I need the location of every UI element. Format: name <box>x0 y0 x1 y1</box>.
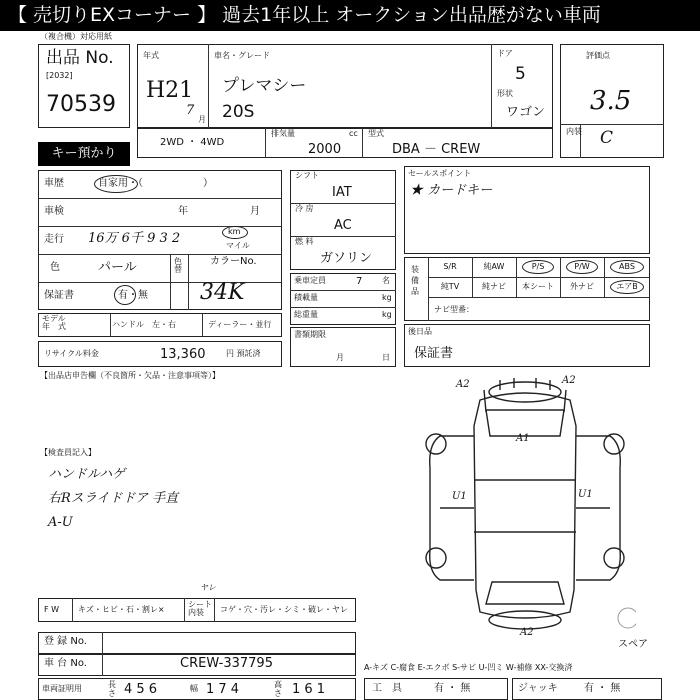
nav-label: ナビ型番： <box>434 305 474 314</box>
score-label: 評価点 <box>586 51 610 60</box>
equip-navi: 純ナビ <box>482 282 506 291</box>
color: パール <box>98 260 137 275</box>
displacement: 2000 <box>308 142 342 157</box>
damage-mark-2: A2 <box>562 375 576 386</box>
equip-abs: ABS <box>619 262 635 271</box>
model-code: DBA － CREW <box>392 142 481 157</box>
spare-label: スペア <box>618 639 648 650</box>
tools-value: 有 ・ 無 <box>434 683 471 694</box>
height-label: 高さ <box>274 680 282 698</box>
width-label: 幅 <box>190 684 198 693</box>
banner: 【 売切りEXコーナー 】 過去1年以上 オークション出品歴がない車両 <box>0 0 700 31</box>
tools-label: 工 具 <box>372 683 402 694</box>
drive: 2WD ・ 4WD <box>160 137 225 148</box>
cc-unit: cc <box>349 129 358 138</box>
sales-point: ★ カードキー <box>410 183 493 198</box>
sales-box <box>404 166 650 254</box>
grade: 20S <box>222 102 255 122</box>
displacement-label: 排気量 <box>271 129 295 138</box>
lot-number: 70539 <box>46 92 116 117</box>
recycle-unit: 円 預託済 <box>226 349 261 358</box>
damage-legend: A-キズ C-腐食 E-エクボ S-サビ U-凹ミ W-補修 XX-交換済 <box>364 663 573 672</box>
type-label: 型式 <box>368 129 384 138</box>
interior-label: 内装 <box>566 127 582 136</box>
model-label: 車名・グレード <box>214 51 270 60</box>
ac-label: 冷 房 <box>295 204 314 213</box>
inspector-line-1: ハンドルハゲ <box>48 467 126 482</box>
form-type: （複合機）対応用紙 <box>40 32 112 41</box>
equip-ext-navi: 外ナビ <box>570 282 594 291</box>
equip-sr: S/R <box>443 262 457 271</box>
key-label: キー預かり <box>38 142 130 166</box>
fuel-label: 燃 料 <box>295 237 314 246</box>
history-label: 車歴 <box>44 178 64 189</box>
warranty-value: 有・無 <box>118 290 148 301</box>
car-diagram <box>414 372 636 640</box>
mileage-label: 走行 <box>44 234 64 245</box>
damage-mark-4: U1 <box>452 491 467 502</box>
month-value: 7 <box>186 103 195 118</box>
sales-label: セールスポイント <box>408 169 472 178</box>
warranty-after: 保証書 <box>414 346 454 361</box>
km-unit: km <box>228 227 241 236</box>
interior-text: コゲ・穴・汚レ・シミ・破レ・ヤレ <box>220 605 348 614</box>
warranty-label: 保証書 <box>44 290 74 301</box>
mileage: 16万 6千 9 3 2 <box>88 231 181 246</box>
year-value: H21 <box>146 78 194 103</box>
lot-small: [2032] <box>46 71 73 80</box>
color-no-label: カラーNo. <box>210 256 257 267</box>
fw-text: キズ・ヒビ・石・割レ× <box>78 605 165 614</box>
shape: ワゴン <box>506 105 546 120</box>
chassis-label: 車 台 No. <box>44 658 87 669</box>
color-number: 34K <box>200 280 245 305</box>
length-label: 長さ <box>108 680 116 698</box>
inspection-month-unit: 月 <box>250 206 260 217</box>
inspection-year-unit: 年 <box>178 206 188 217</box>
history-value: 自家用・（ ） <box>98 178 213 189</box>
certificate-label: 車両証明用 <box>42 684 82 693</box>
width-digits: 1 7 4 <box>206 682 240 697</box>
inspector-line-3: A-U <box>48 515 73 530</box>
inspector-label: 【検査員記入】 <box>40 448 96 457</box>
inspector-line-2: 右Rスライドドア 手直 <box>48 491 179 506</box>
color-change: 色替 <box>174 257 182 274</box>
capacity-unit: 名 <box>382 276 390 285</box>
ac: AC <box>334 218 352 233</box>
door-label: ドア <box>497 49 513 58</box>
docs-month: 月 <box>336 353 344 362</box>
equipment-label: 装 備 品 <box>411 265 419 297</box>
jack-label: ジャッキ <box>518 683 558 694</box>
option-label: 後日品 <box>408 327 432 336</box>
color-label: 色 <box>50 262 60 273</box>
fuel: ガソリン <box>320 251 373 266</box>
docs-day: 日 <box>382 353 390 362</box>
capacity: 7 <box>356 276 363 287</box>
damage-mark-1: A2 <box>456 379 470 390</box>
equip-pw: P/W <box>574 262 590 271</box>
dealer: ディーラー・並行 <box>208 320 272 329</box>
damage-mark-3: A1 <box>516 433 530 444</box>
docs-label: 書類期限 <box>294 330 326 339</box>
weight-unit: kg <box>382 310 392 319</box>
year-label: 年式 <box>143 51 159 60</box>
fw-label: F W <box>44 605 60 614</box>
registration-label: 登 録 No. <box>44 636 87 647</box>
model-name: プレマシー <box>222 76 307 96</box>
shape-label: 形状 <box>497 89 513 98</box>
notes-label: 【出品店申告欄（不良箇所・欠品・注意事項等）】 <box>40 371 220 380</box>
inspection-label: 車検 <box>44 206 64 217</box>
lot-label: 出品 No. <box>46 48 114 68</box>
handle: ハンドル 左・右 <box>112 320 176 329</box>
length-digits: 4 5 6 <box>124 682 158 697</box>
interior-note: ヤレ <box>200 583 216 592</box>
interior-grade: C <box>600 128 614 148</box>
load-label: 積載量 <box>294 293 318 302</box>
capacity-label: 乗車定員 <box>294 276 326 285</box>
recycle-label: リサイクル料金 <box>44 349 99 358</box>
month-unit: 月 <box>198 115 206 124</box>
doors: 5 <box>515 64 526 84</box>
chassis-number: CREW-337795 <box>180 656 273 671</box>
damage-mark-6: A2 <box>520 627 534 638</box>
shift-label: シフト <box>295 171 319 180</box>
recycle-fee: 13,360 <box>160 347 206 362</box>
equip-aw: 純AW <box>483 262 505 271</box>
equip-tv: 純TV <box>440 282 460 291</box>
equip-ps: P/S <box>531 262 545 271</box>
equip-airbag: エアB <box>616 282 638 291</box>
model-suffix: モデル 年 式 <box>42 314 66 331</box>
shift: IAT <box>332 185 352 200</box>
weight-label: 総重量 <box>294 310 318 319</box>
equip-seat: 本シート <box>522 282 554 291</box>
score: 3.5 <box>590 86 632 116</box>
interior-side: シート 内装 <box>188 600 212 617</box>
damage-mark-5: U1 <box>578 489 593 500</box>
height-digits: 1 6 1 <box>292 682 326 697</box>
mile-unit: マイル <box>226 241 250 250</box>
jack-value: 有 ・ 無 <box>584 683 621 694</box>
load-unit: kg <box>382 293 392 302</box>
